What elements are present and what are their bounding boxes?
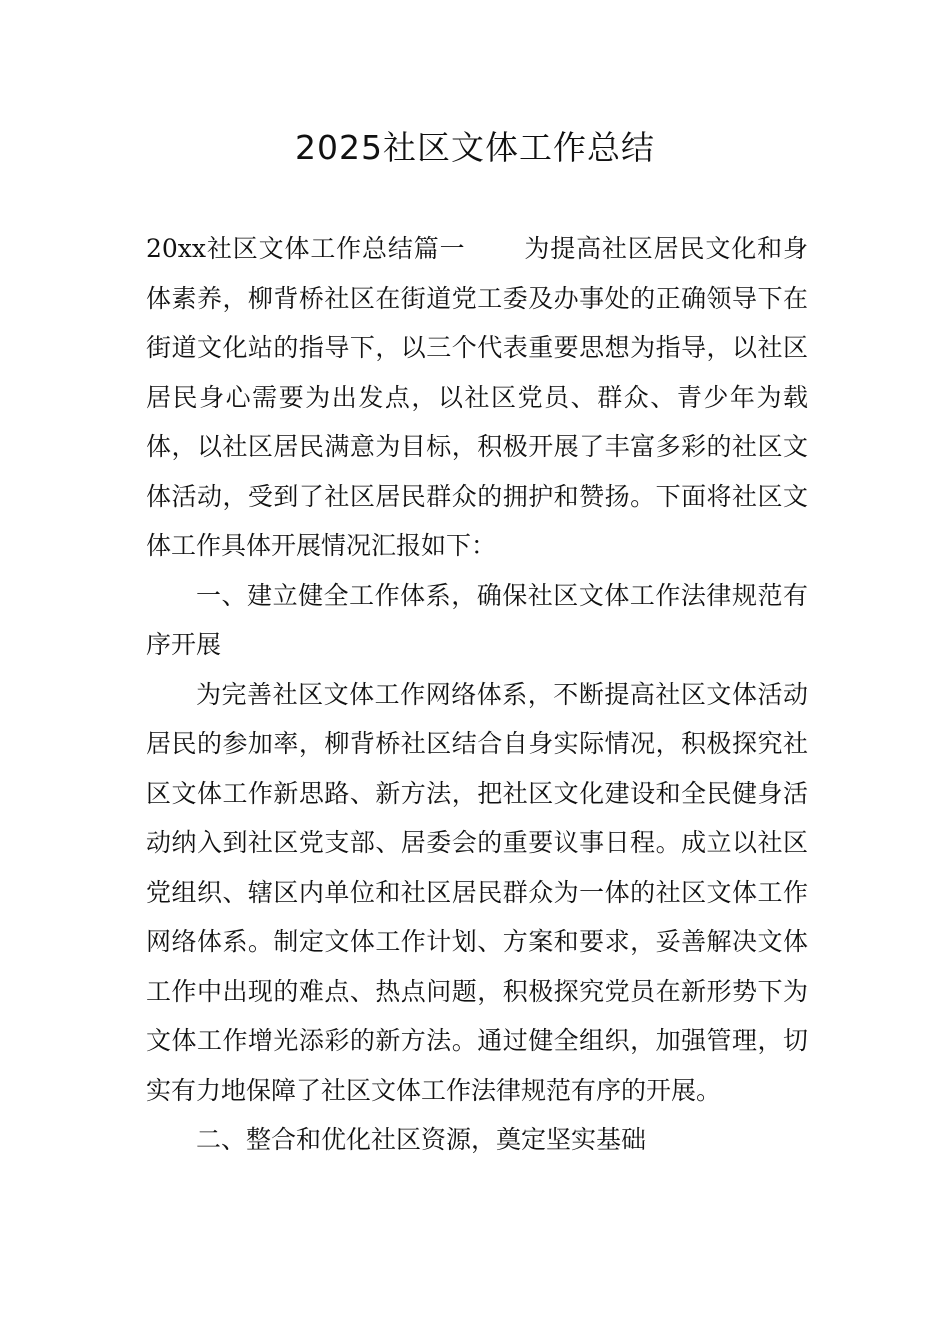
- intro-heading: 20xx社区文体工作总结篇一: [146, 234, 466, 263]
- section1-paragraph: 为完善社区文体工作网络体系，不断提高社区文体活动居民的参加率，柳背桥社区结合自身实际情况，积极探究社区文体工作新思路、新方法，把社区文化建设和全民健身活动纳入到社区党支部、居委会的重要议事日程。成立以社区党组织、辖区内单位和社区居民群众为一体的社区文体工作网络体系。制定文体工作计划、方案和要求，妥善解决文体工作中出现的难点、热点问题，积极探究党员在新形势下为文体工作增光添彩的新方法。通过健全组织，加强管理，切实有力地保障了社区文体工作法律规范有序的开展。: [146, 679, 808, 1105]
- section2-heading: 二、整合和优化社区资源，奠定坚实基础: [196, 1125, 647, 1154]
- intro-paragraph: [146, 224, 808, 571]
- document-body: [146, 224, 808, 1165]
- document-title: 2025社区文体工作总结: [295, 128, 655, 167]
- intro-text: 为提高社区居民文化和身体素养，柳背桥社区在街道党工委及办事处的正确领导下在街道文化站的指导下，以三个代表重要思想为指导，以社区居民身心需要为出发点，以社区党员、群众、青少年为载体，以社区居民满意为目标，积极开展了丰富多彩的社区文体活动，受到了社区居民群众的拥护和赞扬。下面将社区文体工作具体开展情况汇报如下：: [146, 234, 808, 560]
- section1-heading: 一、建立健全工作体系，确保社区文体工作法律规范有序开展: [146, 580, 808, 659]
